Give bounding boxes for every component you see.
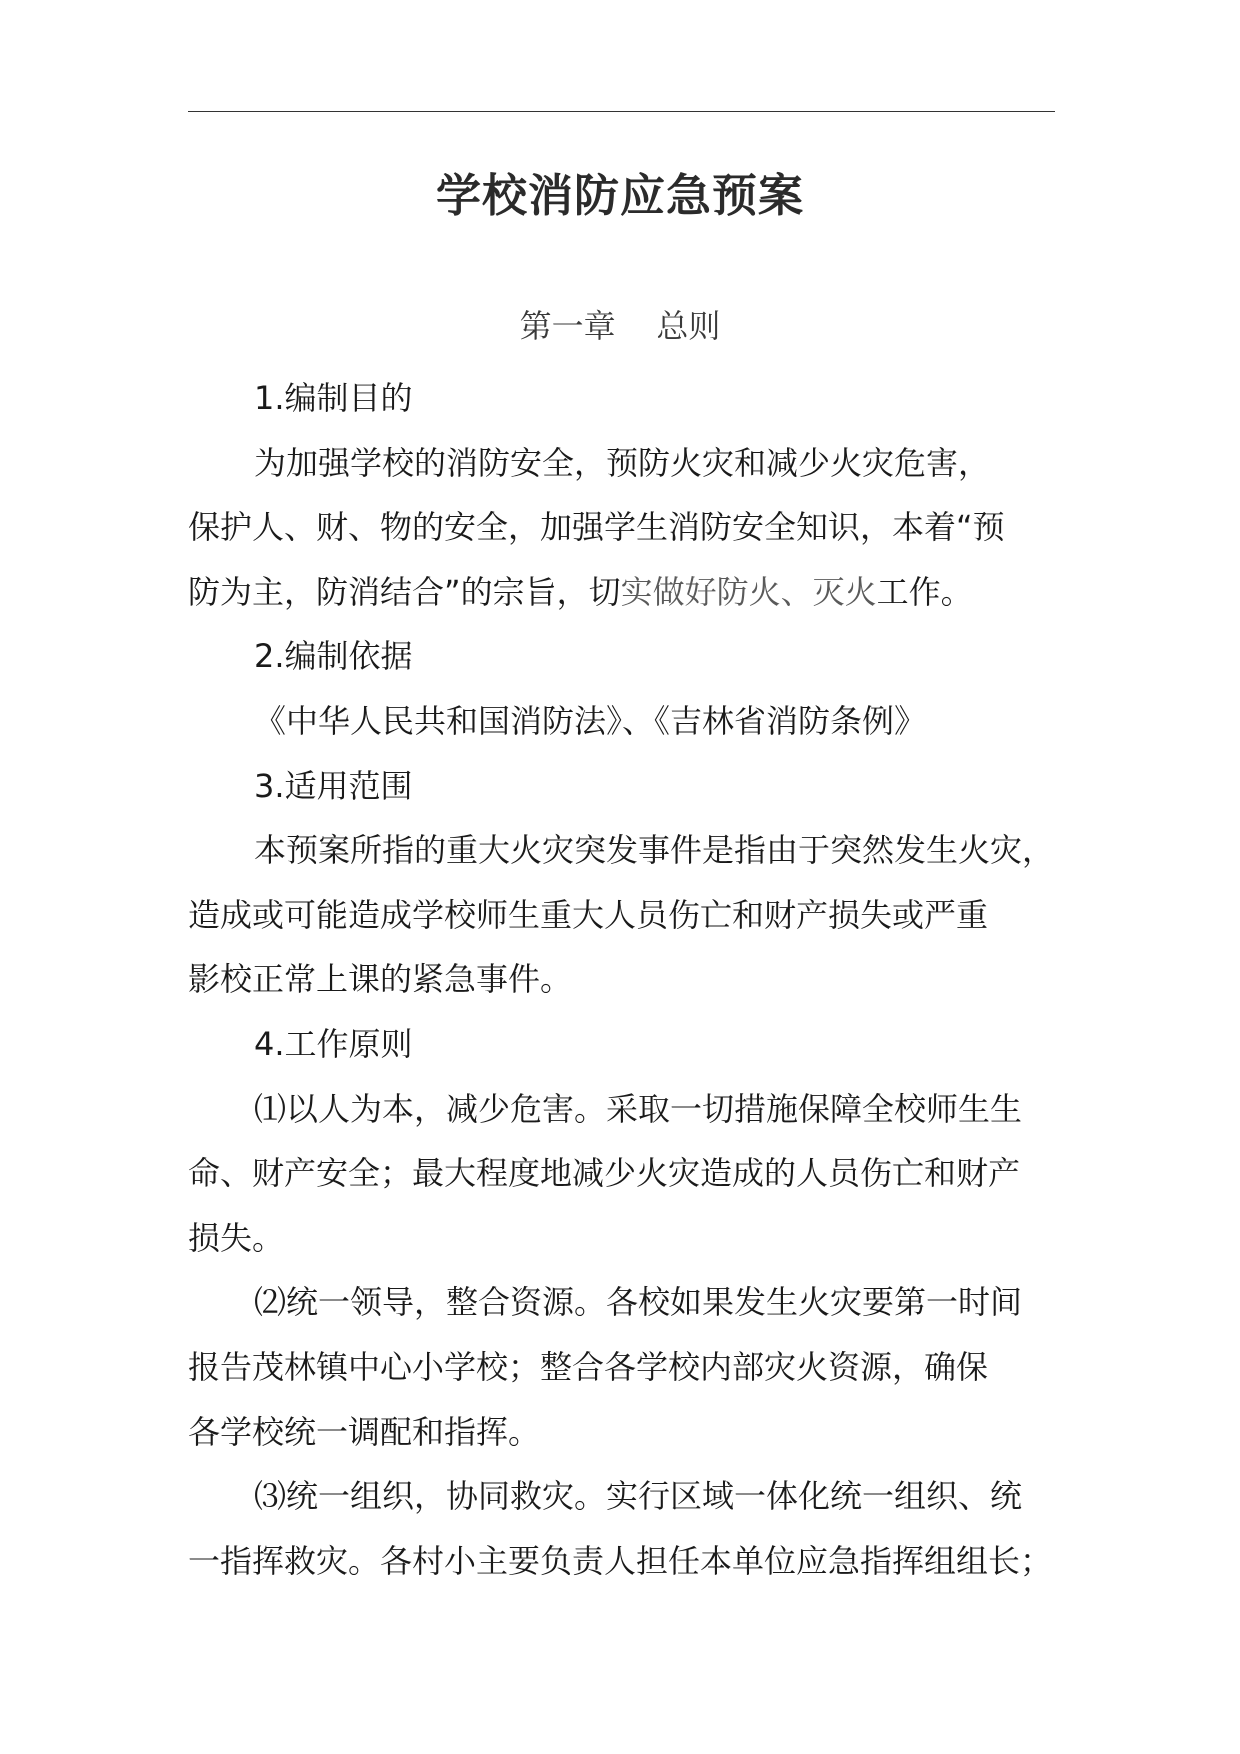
document-title: 学校消防应急预案	[435, 169, 804, 222]
paragraph-text: 防为主，防消结合”的宗旨，切	[188, 572, 621, 611]
paragraph-line: 报告茂林镇中心小学校；整合各学校内部灾火资源，确保	[188, 1347, 989, 1386]
paragraph-line: 命、财产安全；最大程度地减少火灾造成的人员伤亡和财产	[188, 1154, 1021, 1193]
paragraph-line: ⑴以人为本，减少危害。采取一切措施保障全校师生生	[254, 1089, 1023, 1128]
paragraph-line: 损失。	[188, 1218, 285, 1257]
paragraph-line: ⑵统一领导，整合资源。各校如果发生火灾要第一时间	[254, 1283, 1023, 1322]
paragraph-line: 一指挥救灾。各村小主要负责人担任本单位应急指挥组组长；	[188, 1541, 1053, 1580]
section-heading-purpose: 1.编制目的	[254, 379, 413, 417]
paragraph-line: 《中华人民共和国消防法》、《吉林省消防条例》	[254, 701, 927, 740]
paragraph-line	[188, 560, 1088, 625]
paragraph-line: 本预案所指的重大火灾突发事件是指由于突然发生火灾，	[254, 831, 1055, 870]
paragraph-line: 为加强学校的消防安全，预防火灾和减少火灾危害，	[254, 443, 991, 482]
section-heading-principles: 4.工作原则	[254, 1024, 413, 1063]
highlighted-text: 实做好防火、灭火	[620, 572, 877, 611]
document-body	[188, 366, 1088, 1593]
paragraph-line: 造成或可能造成学校师生重大人员伤亡和财产损失或严重	[188, 895, 989, 934]
section-heading-basis: 2.编制依据	[254, 637, 413, 676]
paragraph-line: ⑶统一组织，协同救灾。实行区域一体化统一组织、统	[254, 1477, 1023, 1516]
paragraph-line: 各学校统一调配和指挥。	[188, 1412, 541, 1451]
section-heading-scope: 3.适用范围	[254, 766, 413, 805]
chapter-heading: 第一章 总则	[519, 307, 721, 345]
paragraph-line: 保护人、财、物的安全，加强学生消防安全知识，本着“预	[188, 508, 1005, 547]
header-rule	[188, 111, 1055, 112]
paragraph-text: 工作。	[876, 572, 973, 611]
paragraph-line: 影校正常上课的紧急事件。	[188, 960, 573, 999]
